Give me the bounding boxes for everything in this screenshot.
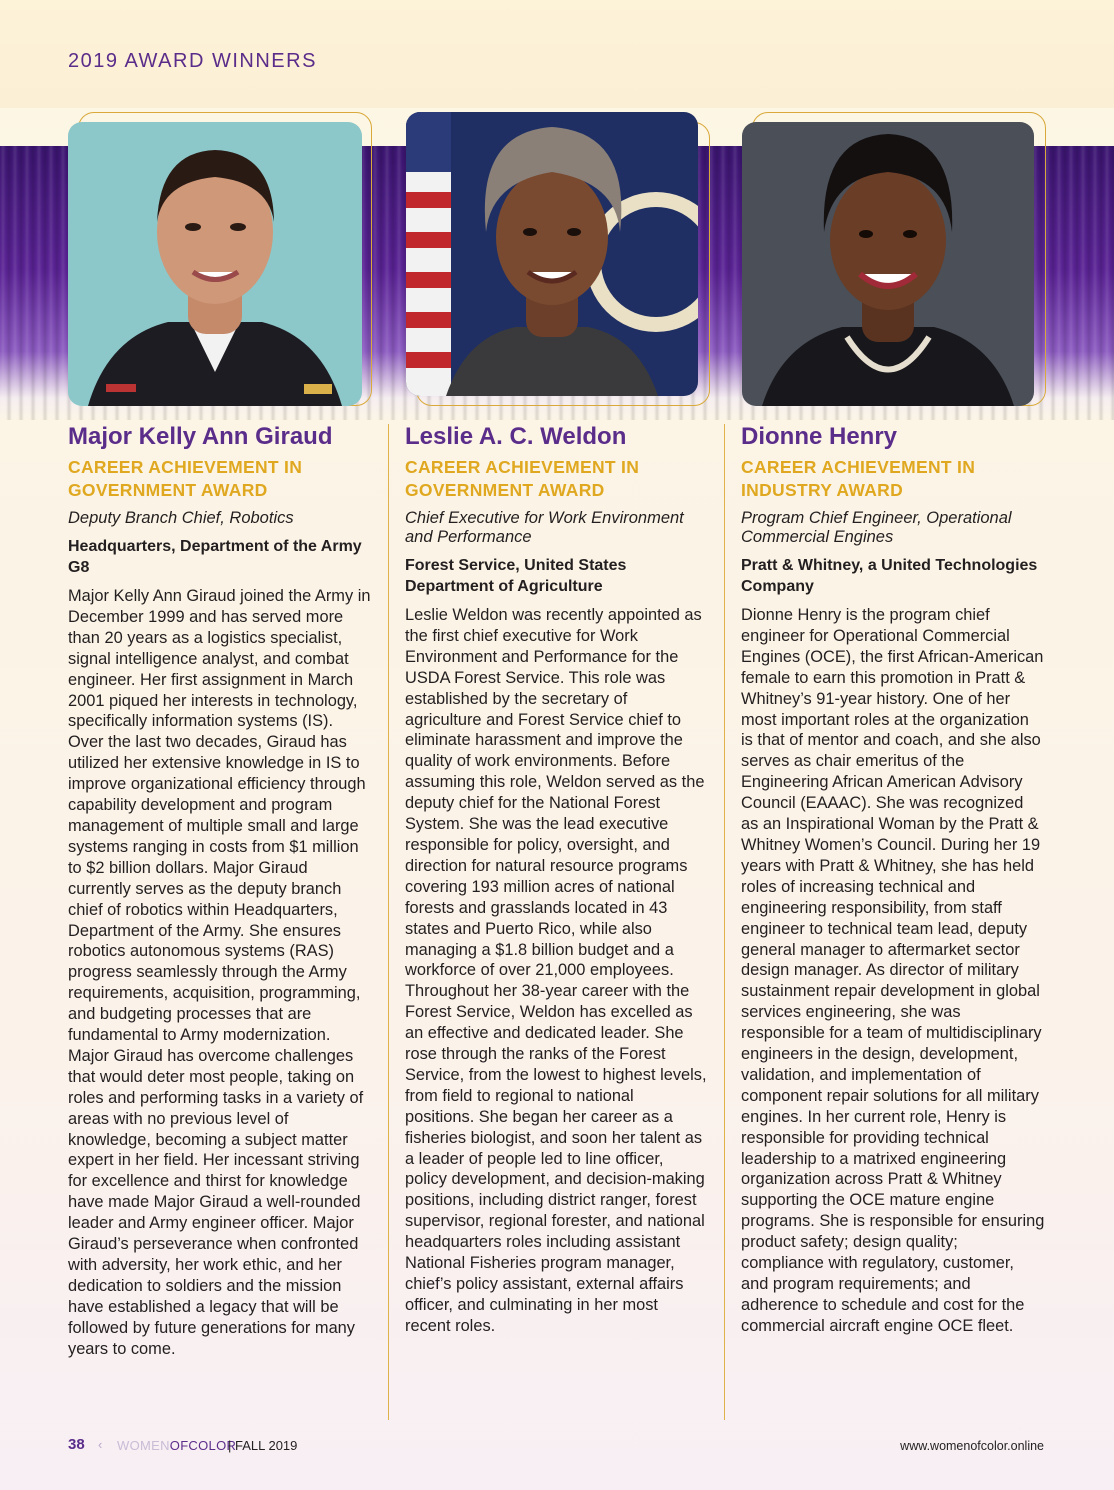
job-title: Program Chief Engineer, Operational Commercial Engines: [741, 509, 1012, 546]
winner-name: Dionne Henry: [741, 423, 898, 450]
website-url[interactable]: www.womenofcolor.online: [900, 1439, 1044, 1453]
page-number: 38: [68, 1436, 85, 1453]
organization: Pratt & Whitney, a United Technologies Company: [741, 557, 1038, 595]
winner-column-1: [68, 420, 372, 1360]
winner-column-3: [741, 420, 1045, 1337]
award-title: CAREER ACHIEVEMENT IN GOVERNMENT AWARD: [405, 457, 640, 500]
job-title: Deputy Branch Chief, Robotics: [68, 509, 294, 527]
organization: Forest Service, United States Department of Agriculture: [405, 557, 627, 595]
portrait-photo-weldon: [406, 112, 698, 396]
page-section-title: 2019 AWARD WINNERS: [68, 50, 317, 72]
magazine-brand: [117, 1438, 236, 1453]
award-title: CAREER ACHIEVEMENT IN GOVERNMENT AWARD: [68, 457, 303, 500]
winner-name: Leslie A. C. Weldon: [405, 423, 627, 450]
brand-bold: OFCOLOR: [169, 1438, 237, 1453]
winner-name: Major Kelly Ann Giraud: [68, 423, 333, 450]
chevron-left-icon: ‹: [98, 1437, 103, 1452]
column-divider-1: [388, 424, 389, 1420]
issue-label: | FALL 2019: [228, 1438, 298, 1453]
job-title: Chief Executive for Work Environment and Performance: [405, 509, 684, 546]
portrait-photo-giraud: [68, 122, 362, 406]
biography: Dionne Henry is the program chief engineer for Operational Commercial Engines (OCE), the first African-American female to earn this promotion in Pratt & Whitney’s 91-year history. One of her most important roles at the organization is that of mentor and coach, and she also serves as chair emeritus of the Engineering African American Advisory Council (EAAAC). She was recognized as an Inspirational Woman by the Pratt & Whitney Women’s Council. During her 19 years with Pratt & Whitney, she has held roles of increasing technical and engineering responsibility, from staff engineer to technical team lead, deputy general manager to aftermarket sector design manager. As director of military sustainment repair development in global services engineering, she was responsible for a team of multidisciplinary engineers in the design, development, validation, and implementation of component repair solutions for all military engines. In her current role, Henry is responsible for providing technical leadership to a matrixed engineering organization across Pratt & Whitney supporting the OCE mature engine programs. She is responsible for ensuring product safety; design quality; compliance with regulatory, customer, and program requirements; and adherence to schedule and cost for the commercial aircraft engine OCE fleet.: [741, 606, 1045, 1335]
column-divider-2: [724, 424, 725, 1420]
winner-column-2: [405, 420, 707, 1337]
portrait-photo-henry: [742, 122, 1034, 406]
biography: Leslie Weldon was recently appointed as the first chief executive for Work Environment and Performance for the USDA Forest Service. This role was established by the secretary of agriculture and Forest Service chief to eliminate harassment and improve the quality of work environments. Before assuming this role, Weldon served as the deputy chief for the National Forest System. She was the lead executive responsible for policy, oversight, and direction for natural resource programs covering 193 million acres of national forests and grasslands located in 43 states and Puerto Rico, while also managing a $1.8 billion budget and a workforce of over 21,000 employees. Throughout her 38-year career with the Forest Service, Weldon has excelled as an effective and dedicated leader. She rose through the ranks of the Forest Service, from the lowest to highest levels, from field to regional to national positions. She began her career as a fisheries biologist, and soon her talent as a leader of people led to line officer, policy development, and decision-making positions, including district ranger, forest supervisor, regional forester, and national headquarters roles including assistant National Fisheries program manager, chief’s policy assistant, external affairs officer, and culminating in her most recent roles.: [405, 606, 707, 1335]
award-title: CAREER ACHIEVEMENT IN INDUSTRY AWARD: [741, 457, 976, 500]
biography: Major Kelly Ann Giraud joined the Army in December 1999 and has served more than 20 years as a logistics specialist, signal intelligence analyst, and combat engineer. Her first assignment in March 2001 piqued her interests in technology, specifically information systems (IS). Over the last two decades, Giraud has utilized her extensive knowledge in IS to improve organizational efficiency through capability development and program management of multiple small and large systems ranging in costs from $1 million to $2 billion dollars. Major Giraud currently serves as the deputy branch chief of robotics within Headquarters, Department of the Army. She ensures robotics autonomous systems (RAS) progress seamlessly through the Army requirements, acquisition, programming, and budgeting processes that are fundamental to Army modernization. Major Giraud has overcome challenges that would deter most people, taking on roles and performing tasks in a variety of areas with no previous level of knowledge, becoming a subject matter expert in her field. Her incessant striving for excellence and thirst for knowledge have made Major Giraud a well-rounded leader and Army engineer officer. Major Giraud’s perseverance when confronted with adversity, her work ethic, and her dedication to soldiers and the mission have established a legacy that will be followed by future generations for many years to come.: [68, 587, 371, 1358]
organization: Headquarters, Department of the Army G8: [68, 538, 362, 576]
brand-light: WOMEN: [117, 1438, 170, 1453]
